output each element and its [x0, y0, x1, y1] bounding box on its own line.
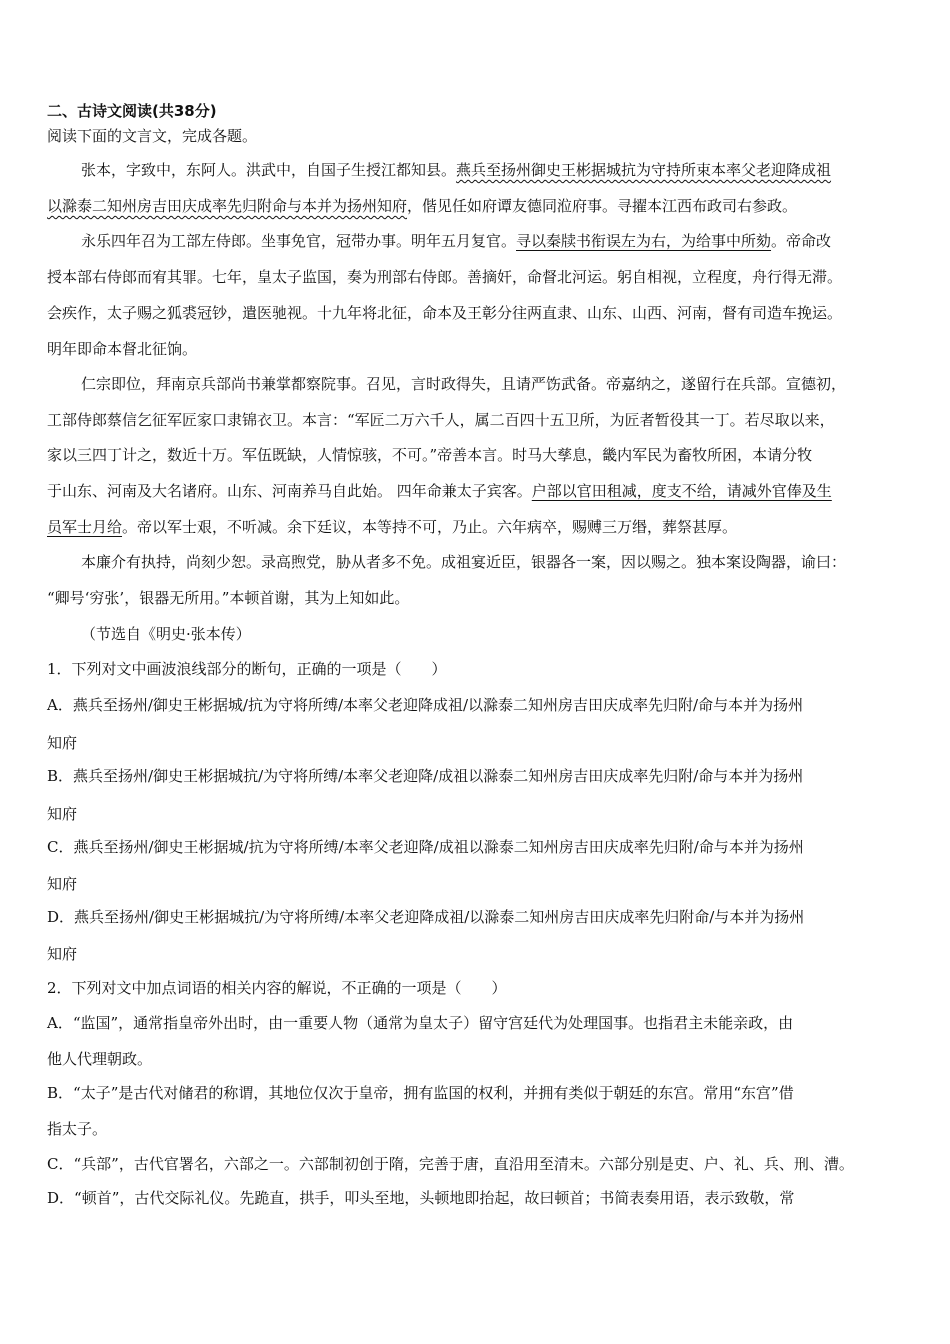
question-2-stem: 2．下列对文中加点词语的相关内容的解说，不正确的一项是（ ） [47, 979, 507, 997]
passage-text: 。帝命改 [771, 232, 832, 250]
passage-line: 本廉介有执持，尚刻少恕。录高煦党，胁从者多不免。成祖宴近臣，银器各一案，因以赐之。独本案设陶器，谕曰： [81, 553, 847, 571]
q1-option-c-cont: 知府 [47, 875, 78, 893]
q2-option-d: D．“顿首”，古代交际礼仪。先跪直，拱手，叩头至地，头顿地即抬起，故曰顿首；书简表奏用语，表示致敬，常 [47, 1189, 795, 1207]
passage-line: 会疾作，太子赐之狐裘冠钞，遣医驰视。十九年将北征，命本及王彰分往两直隶、山东、山西、河南，督有司造车挽运。 [47, 304, 843, 322]
q2-option-b-cont: 指太子。 [47, 1120, 108, 1138]
section-title: 二、古诗文阅读(共38分) [47, 102, 217, 120]
wavy-underlined-text: 燕兵至扬州御史王彬据城抗为守持所束本率父老迎降成祖 [456, 161, 832, 179]
underlined-sentence: 员军士月给 [47, 518, 123, 536]
passage-line: 仁宗即位，拜南京兵部尚书兼掌都察院事。召见，言时政得失，且请严饬武备。帝嘉纳之，遂留行在兵部。宣德初， [81, 375, 847, 393]
q1-option-d: D．燕兵至扬州/御史王彬据城抗/为守将所缚/本率父老迎降成祖/以滁泰二知州房吉田庆成率先归附命/与本并为扬州 [47, 908, 805, 926]
passage-text: 于山东、河南及大名诸府。山东、河南养马自此始。 四年命兼太子宾客。 [47, 482, 532, 500]
q2-option-a-cont: 他人代理朝政。 [47, 1050, 153, 1068]
passage-line [47, 195, 797, 217]
passage-line [47, 480, 832, 502]
q1-option-a: A．燕兵至扬州/御史王彬据城/抗为守将所缚/本率父老迎降成祖/以滁泰二知州房吉田庆成率先归附/命与本并为扬州 [47, 696, 804, 714]
passage-text: ，偕见任如府谭友德同涖府事。寻擢本江西布政司右参政。 [407, 197, 798, 215]
passage-line [81, 230, 831, 252]
passage-text: 张本，字致中，东阿人。洪武中，自国子生授江都知县。 [81, 161, 457, 179]
source-citation: （节选自《明史·张本传） [81, 625, 251, 643]
question-1-stem: 1．下列对文中画波浪线部分的断句，正确的一项是（ ） [47, 660, 447, 678]
passage-text: 。帝以军士艰，不听减。余下廷议，本等持不可，乃止。六年病卒，赐赙三万缗，葬祭甚厚。 [122, 518, 738, 536]
q2-option-b: B．“太子”是古代对储君的称谓，其地位仅次于皇帝，拥有监国的权利，并拥有类似于朝廷的东宫。常用“东宫”借 [47, 1084, 794, 1102]
passage-line [81, 159, 915, 181]
q1-option-d-cont: 知府 [47, 945, 78, 963]
q1-option-a-cont: 知府 [47, 734, 78, 752]
passage-line: 授本部右侍郎而宥其罪。七年，皇太子监国，奏为刑部右侍郎。善摘奸，命督北河运。躬自相视，立程度，舟行得无滞。 [47, 268, 843, 286]
instruction: 阅读下面的文言文，完成各题。 [47, 127, 258, 145]
q1-option-b: B．燕兵至扬州/御史王彬据城抗/为守将所缚/本率父老迎降/成祖以滁泰二知州房吉田庆成率先归附/命与本并为扬州 [47, 767, 804, 785]
passage-line: 明年即命本督北征饷。 [47, 340, 198, 358]
q2-option-a: A．“监国”，通常指皇帝外出时，由一重要人物（通常为皇太子）留守宫廷代为处理国事。也指君主未能亲政，由 [47, 1014, 794, 1032]
q2-option-c: C．“兵部”，古代官署名，六部之一。六部制初创于隋，完善于唐，直沿用至清末。六部分别是吏、户、礼、兵、刑、漕。 [47, 1155, 854, 1173]
underlined-sentence: 户部以官田租减，度支不给，请减外官俸及生 [531, 482, 832, 500]
passage-line: 工部侍郎蔡信乞征军匠家口隶锦衣卫。本言：“军匠二万六千人，属二百四十五卫所，为匠者暂役其一丁。若尽取以来， [47, 411, 835, 429]
q1-option-c: C．燕兵至扬州/御史王彬据城/抗为守将所缚/本率父老迎降/成祖以滁泰二知州房吉田庆成率先归附/命与本并为扬州 [47, 838, 804, 856]
passage-line: “卿号‘穷张’，银器无所用。”本顿首谢，其为上知如此。 [47, 589, 410, 607]
passage-line: 家以三四丁计之，数近十万。军伍既缺，人情惊骇，不可。”帝善本言。时马大孳息，畿内军民为畜牧所困，本请分牧 [47, 446, 813, 464]
passage-text: 永乐四年召为工部左侍郎。坐事免官，冠带办事。明年五月复官。 [81, 232, 517, 250]
underlined-sentence: 寻以秦牍书衔误左为右，为给事中所劾 [516, 232, 772, 250]
q1-option-b-cont: 知府 [47, 805, 78, 823]
wavy-underlined-text: 以滁泰二知州房吉田庆成率先归附命与本并为扬州知府 [47, 197, 408, 215]
passage-line [47, 516, 737, 538]
